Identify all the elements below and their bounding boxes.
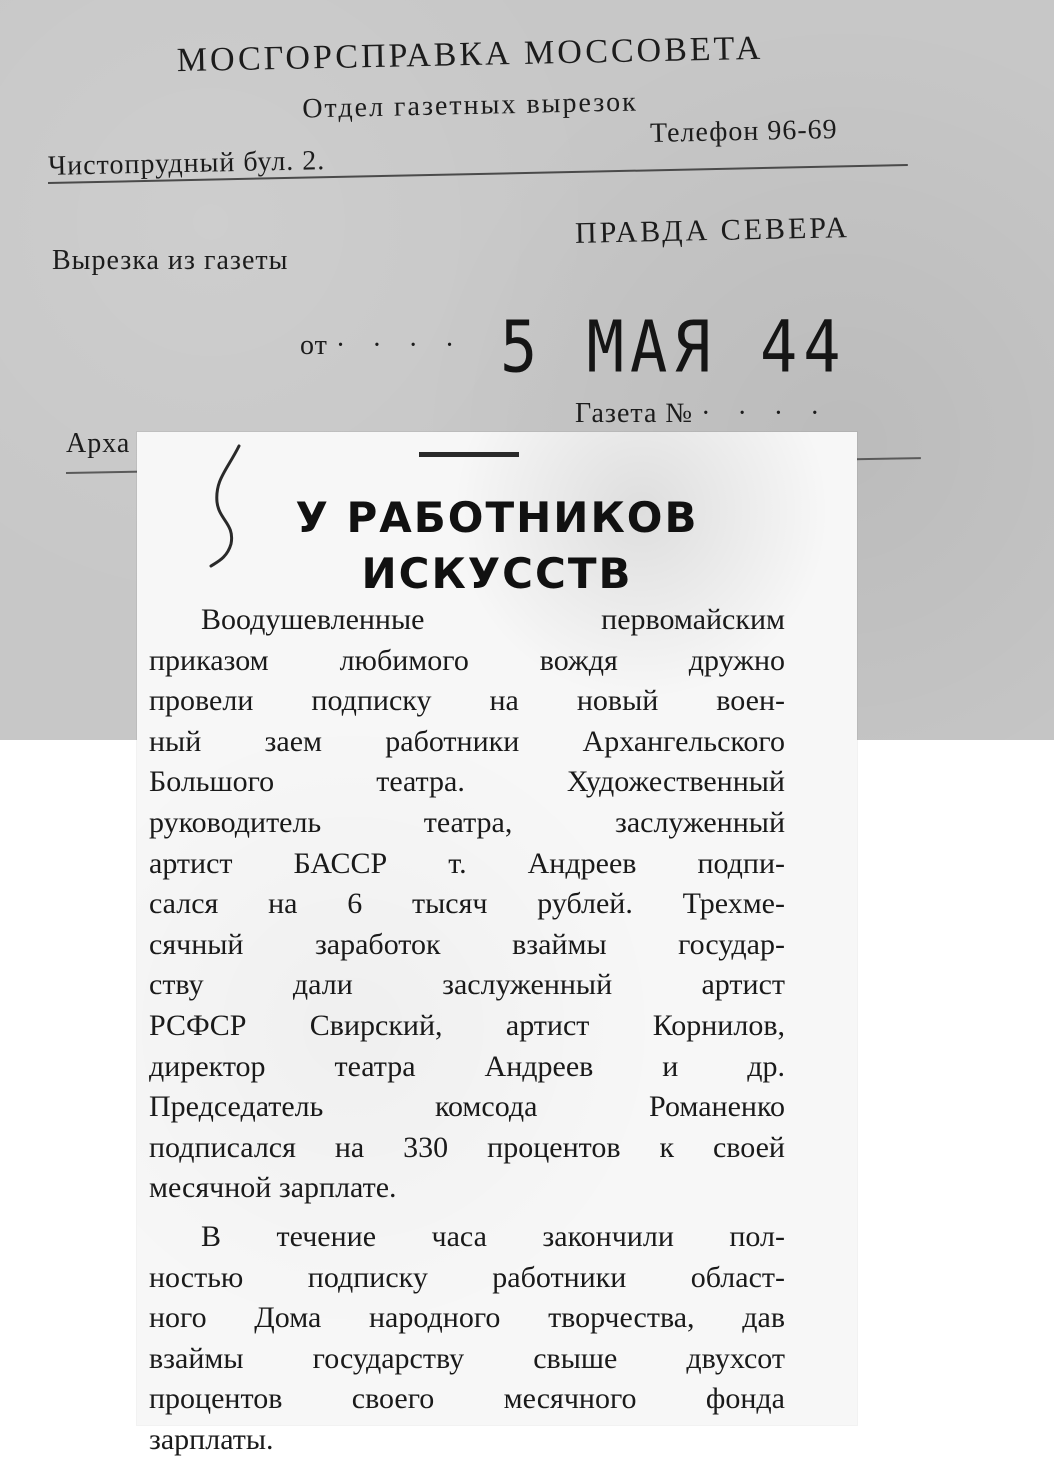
paragraph-1-line: Большого театра. Художественный: [149, 765, 785, 799]
paragraph-1-line: артист БАССР т. Андреев подпи-: [149, 846, 785, 880]
paragraph-1-line: директор театра Андреев и др.: [149, 1049, 785, 1083]
address: Чистопрудный бул. 2.: [47, 145, 326, 182]
date-stamp: 5 МАЯ 44: [500, 305, 847, 389]
paragraph-1-line: приказом любимого вождя дружно: [149, 643, 785, 677]
newspaper-name: ПРАВДА СЕВЕРА: [574, 211, 851, 250]
paragraph-1-line: ный заем работники Архангельского: [149, 724, 785, 758]
paragraph-1-line: сячный заработок взаймы государ-: [149, 927, 785, 961]
headline-line-2: ИСКУССТВ: [361, 549, 633, 598]
paragraph-2-line: ностью подписку работники област-: [149, 1260, 785, 1294]
department-name: Отдел газетных вырезок: [301, 86, 639, 125]
city-fragment: Арха: [66, 428, 131, 459]
paragraph-1-line: РСФСР Свирский, артист Корнилов,: [149, 1008, 785, 1042]
paragraph-1-line: сался на 6 тысяч рублей. Трехме-: [149, 887, 785, 921]
paragraph-2-line: взаймы государству свыше двухсот: [149, 1341, 785, 1375]
paragraph-2-line: ного Дома народного творчества, дав: [149, 1301, 785, 1335]
organization-name: МОСГОРСПРАВКА МОССОВЕТА: [176, 29, 764, 80]
cutting-from-label: Вырезка из газеты: [52, 245, 289, 276]
phone-number: Телефон 96-69: [649, 114, 838, 149]
article-body: [149, 600, 785, 1460]
clipping-top-rule: [419, 452, 519, 457]
paragraph-1-line: руководитель театра, заслуженный: [149, 805, 785, 839]
article-headline: [137, 490, 857, 602]
paragraph-1-line: провели подписку на новый воен-: [149, 684, 785, 718]
paragraph-1-line: подписался на 330 процентов к своей: [149, 1130, 785, 1164]
article-paragraph-1: [149, 600, 785, 1209]
date-row: [300, 330, 464, 362]
article-paragraph-2: [149, 1217, 785, 1460]
paragraph-2-line: процентов своего месячного фонда: [149, 1382, 785, 1416]
paragraph-1-line: месячной зарплате.: [149, 1171, 397, 1205]
issue-label: Газета №: [575, 398, 694, 429]
newspaper-clipping: [137, 432, 857, 1456]
headline-line-1: У РАБОТНИКОВ: [295, 493, 699, 542]
date-label: от: [300, 330, 328, 361]
paragraph-2-line: зарплаты.: [149, 1422, 274, 1456]
date-leader-dots: · · · ·: [335, 330, 465, 361]
issue-row: [575, 398, 829, 430]
paragraph-1-line: ству дали заслуженный артист: [149, 968, 785, 1002]
paragraph-1-line: Председатель комсода Романенко: [149, 1090, 785, 1124]
paragraph-1-line: Воодушевленные первомайским: [201, 603, 785, 636]
paragraph-2-line: В течение часа закончили пол-: [201, 1219, 785, 1253]
issue-leader-dots: · · · ·: [701, 398, 830, 429]
